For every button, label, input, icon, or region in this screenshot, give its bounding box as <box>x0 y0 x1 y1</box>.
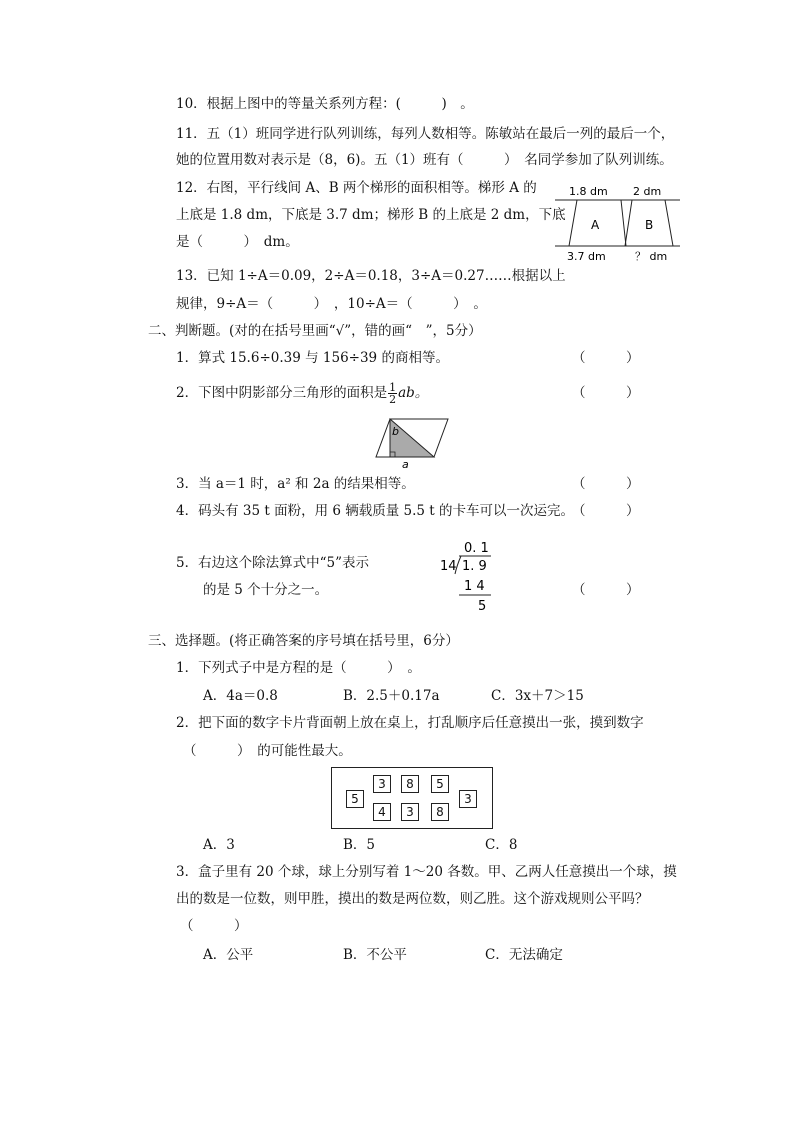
judge-q1-answer[interactable]: （ ） <box>572 350 640 366</box>
choice-q1-option-a[interactable]: A．4a＝0.8 <box>203 688 278 704</box>
division-remainder: 5 <box>478 599 487 614</box>
label-b-height: b <box>392 425 399 438</box>
judge-q3-answer[interactable]: （ ） <box>572 476 640 492</box>
division-product: 1 4 <box>464 579 485 594</box>
trapezoid-svg <box>555 182 680 264</box>
question-10: 10．根据上图中的等量关系列方程：( ) 。 <box>176 96 474 112</box>
choice-q3-answer[interactable]: （ ） <box>180 918 248 934</box>
label-b: B <box>645 218 654 232</box>
long-division-svg <box>437 538 507 616</box>
label-bottom-right: ？ dm <box>635 250 668 263</box>
judge-q2 <box>176 380 428 406</box>
parallelogram-svg <box>372 415 452 470</box>
judge-q2-prefix: 2．下图中阴影部分三角形的面积是 <box>176 385 388 401</box>
number-card: 4 <box>373 803 391 821</box>
judge-q2-suffix: ab。 <box>398 385 429 401</box>
judge-q5-answer[interactable]: （ ） <box>572 582 640 598</box>
question-13-line1: 13．已知 1÷A＝0.09，2÷A＝0.18，3÷A＝0.27……根据以上 <box>176 268 566 284</box>
division-quotient: 0. 1 <box>464 541 489 556</box>
judge-q1: 1．算式 15.6÷0.39 与 156÷39 的商相等。 <box>176 350 449 366</box>
number-card: 5 <box>431 775 449 793</box>
section-3-heading: 三、选择题。(将正确答案的序号填在括号里，6分） <box>148 633 459 649</box>
number-card: 8 <box>431 803 449 821</box>
choice-q3-option-c[interactable]: C．无法确定 <box>485 947 563 963</box>
fraction-half <box>388 382 397 405</box>
label-bottom-left: 3.7 dm <box>567 250 606 263</box>
choice-q2-option-c[interactable]: C．8 <box>485 837 518 853</box>
section-2-heading: 二、判断题。(对的在括号里画“√”，错的画“ ”，5分） <box>148 323 482 339</box>
number-card: 3 <box>401 803 419 821</box>
fraction-denominator: 2 <box>389 393 397 406</box>
label-a: A <box>591 218 600 232</box>
division-divisor: 14 <box>440 559 457 574</box>
question-12-line1: 12．右图，平行线间 A、B 两个梯形的面积相等。梯形 A 的 <box>176 180 537 196</box>
choice-q1: 1．下列式子中是方程的是（ ） 。 <box>176 660 421 676</box>
number-card: 3 <box>459 790 477 808</box>
choice-q2-option-b[interactable]: B．5 <box>343 837 376 853</box>
choice-q3-option-b[interactable]: B．不公平 <box>343 947 407 963</box>
label-top-right: 2 dm <box>633 185 662 198</box>
judge-q2-answer[interactable]: （ ） <box>572 385 640 401</box>
question-13-line2: 规律，9÷A＝（ ） ，10÷A＝（ ） 。 <box>176 296 487 312</box>
choice-q3-option-a[interactable]: A．公平 <box>203 947 254 963</box>
long-division <box>437 538 507 616</box>
choice-q2-line2: （ ） 的可能性最大。 <box>183 743 352 759</box>
label-a-base: a <box>402 458 409 470</box>
judge-q5-line1: 5．右边这个除法算式中“5”表示 <box>176 555 369 571</box>
fraction-numerator: 1 <box>389 381 397 394</box>
label-top-left: 1.8 dm <box>569 185 608 198</box>
judge-q3: 3．当 a＝1 时，a² 和 2a 的结果相等。 <box>176 476 415 492</box>
choice-q1-option-b[interactable]: B．2.5＋0.17a <box>343 688 440 704</box>
choice-q2-option-a[interactable]: A．3 <box>203 837 235 853</box>
choice-q3-line1: 3．盒子里有 20 个球，球上分别写着 1～20 各数。甲、乙两人任意摸出一个球，摸 <box>176 864 677 880</box>
question-11-line1: 11．五（1）班同学进行队列训练，每列人数相等。陈敏站在最后一列的最后一个， <box>176 126 675 142</box>
question-12-line3: 是（ ） dm。 <box>176 234 299 250</box>
number-card: 5 <box>346 790 364 808</box>
judge-q4-answer[interactable]: （ ） <box>572 503 640 519</box>
number-cards-box <box>331 767 493 829</box>
judge-q5-line2: 的是 5 个十分之一。 <box>203 582 329 598</box>
choice-q2-line1: 2．把下面的数字卡片背面朝上放在桌上，打乱顺序后任意摸出一张，摸到数字 <box>176 715 644 731</box>
parallelogram-figure <box>372 415 452 470</box>
number-card: 3 <box>373 775 391 793</box>
question-11-line2: 她的位置用数对表示是（8，6)。五（1）班有（ ） 名同学参加了队列训练。 <box>176 152 673 168</box>
choice-q1-option-c[interactable]: C．3x＋7＞15 <box>491 688 584 704</box>
number-card: 8 <box>401 775 419 793</box>
trapezoid-figure <box>555 182 680 264</box>
division-dividend: 1. 9 <box>462 559 487 574</box>
choice-q3-line2: 出的数是一位数，则甲胜，摸出的数是两位数，则乙胜。这个游戏规则公平吗？ <box>176 891 649 907</box>
judge-q4: 4．码头有 35 t 面粉，用 6 辆载质量 5.5 t 的卡车可以一次运完。 <box>176 503 575 519</box>
question-12-line2: 上底是 1.8 dm，下底是 3.7 dm；梯形 B 的上底是 2 dm，下底 <box>176 207 566 223</box>
